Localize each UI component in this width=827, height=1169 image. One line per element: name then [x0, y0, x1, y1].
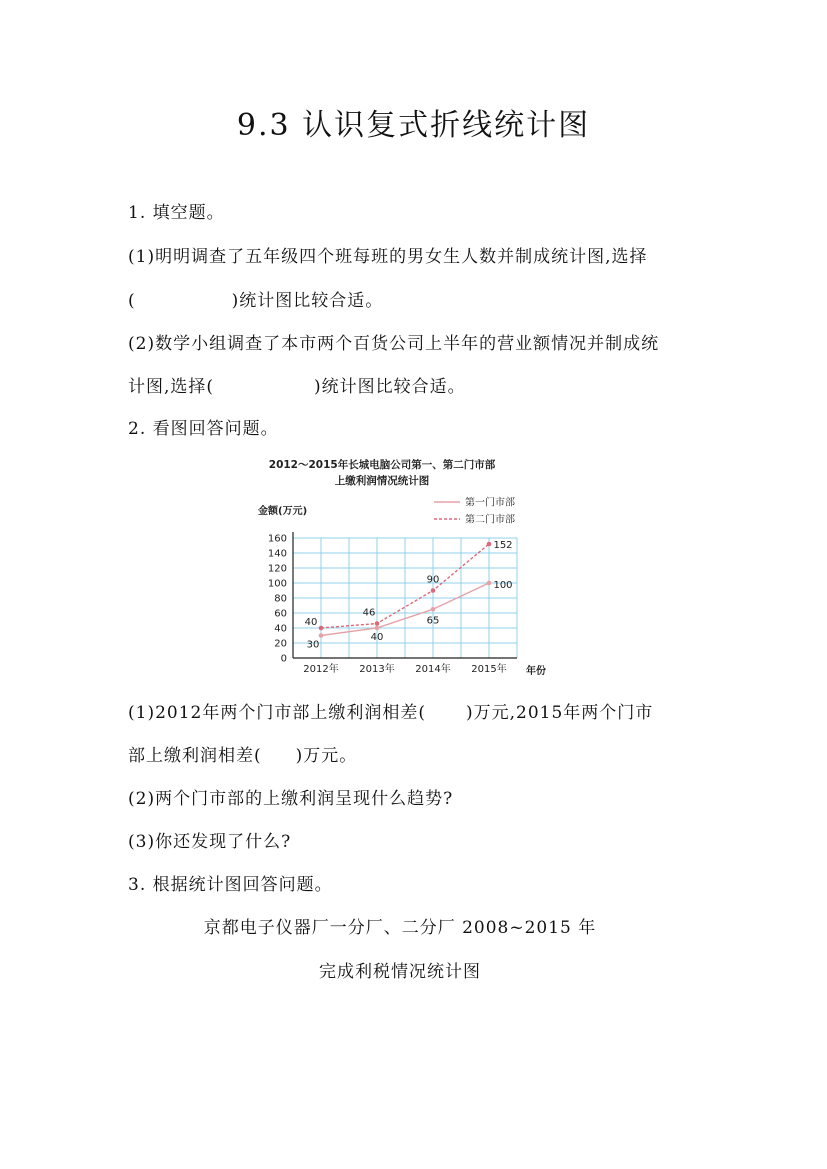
- q3-chart-title-line2: 完成利税情况统计图: [319, 962, 481, 982]
- q3-heading: 3. 根据统计图回答问题。: [128, 875, 333, 895]
- data-point: [375, 621, 380, 626]
- data-label: 40: [304, 617, 318, 628]
- q1-p1-line2: [128, 286, 383, 311]
- y-tick-label: 120: [267, 563, 287, 575]
- y-tick-label: 140: [267, 548, 287, 560]
- q1-p1-line1: (1)明明调查了五年级四个班每班的男女生人数并制成统计图,选择: [128, 247, 648, 267]
- y-tick-label: 100: [267, 578, 287, 590]
- blank-open-text: (1)2012年两个门市部上缴利润相差(: [128, 703, 426, 723]
- blank-close-text: )统计图比较合适。: [231, 291, 384, 311]
- chart-title-line2: 上缴利润情况统计图: [334, 475, 430, 487]
- q2-s1-line1: [128, 698, 653, 723]
- x-tick-label: 2012年: [303, 664, 339, 675]
- y-tick-label: 0: [280, 653, 287, 665]
- data-point: [487, 542, 492, 547]
- profit-line-chart: [250, 452, 550, 682]
- data-point: [375, 626, 380, 631]
- data-label: 90: [426, 574, 440, 586]
- data-point: [487, 581, 492, 586]
- x-axis-label: 年份: [526, 666, 546, 677]
- data-point: [319, 633, 324, 638]
- legend-label: 第一门市部: [465, 497, 515, 509]
- data-point: [319, 626, 324, 631]
- y-axis-label: 金额(万元): [258, 506, 308, 517]
- chart-title-line1: 2012～2015年长城电脑公司第一、第二门市部: [268, 459, 496, 471]
- blank-close-text: )万元。: [295, 746, 358, 766]
- q2-heading: 2. 看图回答问题。: [128, 419, 279, 439]
- data-label: 40: [370, 632, 384, 643]
- q1-p2-line2: [128, 372, 466, 397]
- y-tick-label: 80: [274, 593, 287, 605]
- chart-series: [305, 540, 513, 651]
- chart-grid: [293, 538, 517, 658]
- data-label: 100: [493, 580, 513, 591]
- data-label: 65: [426, 615, 440, 627]
- blank-open-text: 部上缴利润相差(: [128, 746, 262, 766]
- blank-open: (: [128, 291, 136, 311]
- blank-close-text: )统计图比较合适。: [314, 377, 466, 397]
- data-point: [431, 607, 436, 612]
- legend-label: 第二门市部: [465, 514, 515, 526]
- y-tick-label: 20: [274, 638, 287, 650]
- q1-heading: 1. 填空题。: [128, 203, 225, 223]
- q3-chart-title-line1: 京都电子仪器厂一分厂、二分厂 2008~2015 年: [203, 918, 597, 938]
- data-label: 152: [493, 540, 513, 551]
- legend: [434, 496, 515, 526]
- q1-p2-line1: (2)数学小组调查了本市两个百货公司上半年的营业额情况并制成统: [128, 334, 660, 354]
- q2-s2: (2)两个门市部的上缴利润呈现什么趋势?: [128, 789, 454, 809]
- data-label: 46: [362, 607, 376, 619]
- q2-s3: (3)你还发现了什么?: [128, 832, 292, 852]
- x-tick-label: 2014年: [415, 664, 451, 675]
- q2-s1-line2: [128, 741, 357, 766]
- data-label: 30: [306, 639, 320, 651]
- y-tick-label: 60: [274, 608, 287, 620]
- page-title: 9.3 认识复式折线统计图: [236, 108, 591, 143]
- blank-close-text: )万元,2015年两个门市: [465, 703, 654, 723]
- y-tick-label: 40: [274, 623, 287, 635]
- y-tick-label: 160: [267, 533, 287, 545]
- x-tick-label: 2013年: [359, 664, 395, 675]
- blank-open: 计图,选择(: [128, 377, 215, 397]
- x-tick-label: 2015年: [471, 664, 507, 675]
- data-point: [431, 588, 436, 593]
